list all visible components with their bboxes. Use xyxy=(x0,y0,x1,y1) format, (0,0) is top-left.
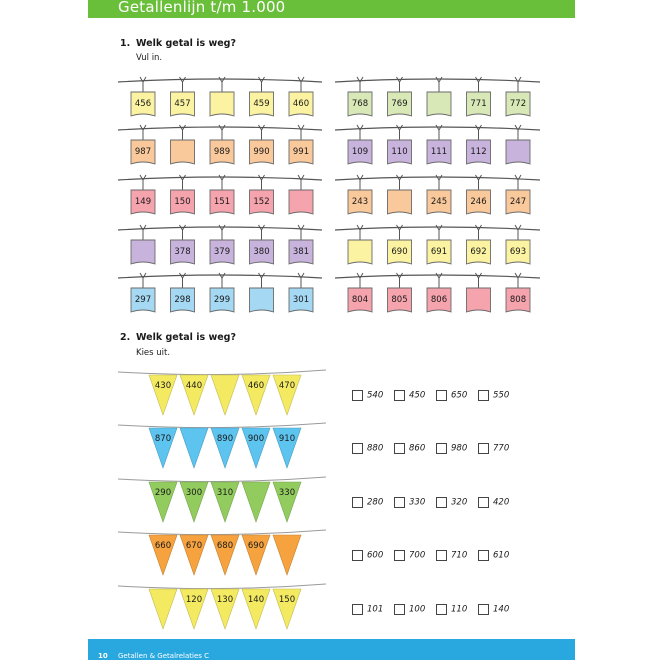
exercise1-question: Welk getal is weg? xyxy=(136,38,236,49)
choice-label: 610 xyxy=(493,550,510,561)
choice-option[interactable] xyxy=(394,599,426,615)
card-number: 152 xyxy=(253,197,270,207)
choice-option[interactable] xyxy=(436,599,468,615)
bunting-flag xyxy=(273,589,301,629)
bunting-flag xyxy=(149,482,177,522)
choice-checkbox[interactable] xyxy=(478,497,489,508)
choice-checkbox[interactable] xyxy=(352,497,363,508)
choice-checkbox[interactable] xyxy=(352,550,363,561)
blank-flag xyxy=(242,482,270,522)
card-number: 149 xyxy=(134,197,152,207)
choice-label: 860 xyxy=(409,443,426,454)
card-number: 805 xyxy=(391,295,408,305)
flag-number: 430 xyxy=(154,381,172,391)
card-number: 459 xyxy=(253,99,270,109)
card-number: 151 xyxy=(213,197,231,207)
choice-checkbox[interactable] xyxy=(394,390,405,401)
choice-option[interactable] xyxy=(394,438,426,454)
blank-flag xyxy=(149,589,177,629)
blank-flag xyxy=(273,535,301,575)
choice-label: 650 xyxy=(451,390,468,401)
bunting-flag xyxy=(180,482,208,522)
choice-checkbox[interactable] xyxy=(394,550,405,561)
choice-option[interactable] xyxy=(352,545,384,561)
card-number: 381 xyxy=(292,247,310,257)
bunting-string xyxy=(118,477,326,482)
choice-option[interactable] xyxy=(436,438,468,454)
flag-shape xyxy=(180,428,208,468)
flag-number: 900 xyxy=(247,434,265,444)
choice-label: 140 xyxy=(493,604,510,615)
choice-checkbox[interactable] xyxy=(352,443,363,454)
choice-label: 110 xyxy=(451,604,468,615)
card-number: 380 xyxy=(253,247,270,257)
card-number: 111 xyxy=(430,147,448,157)
choice-label: 880 xyxy=(367,443,384,454)
choice-option[interactable] xyxy=(436,385,468,401)
bunting-flag xyxy=(211,482,239,522)
choice-group-1 xyxy=(352,385,542,399)
blank-flag xyxy=(180,428,208,468)
book-title: Getallen & Getalrelaties C xyxy=(118,652,210,660)
card-number: 299 xyxy=(213,295,231,305)
choice-checkbox[interactable] xyxy=(478,390,489,401)
bunting-string xyxy=(118,423,326,428)
bunting-flag xyxy=(273,375,301,415)
flag-number: 460 xyxy=(247,381,265,391)
choice-checkbox[interactable] xyxy=(394,497,405,508)
bunting-string xyxy=(118,530,326,535)
bunting-flag xyxy=(242,535,270,575)
choice-label: 770 xyxy=(493,443,510,454)
bunting-flag xyxy=(149,535,177,575)
choice-option[interactable] xyxy=(478,438,510,454)
exercise1-number: 1. xyxy=(120,38,131,49)
bunting-row-3 xyxy=(118,477,326,522)
card-number: 110 xyxy=(391,147,408,157)
card-number: 990 xyxy=(253,147,270,157)
choice-option[interactable] xyxy=(352,385,384,401)
card-number: 457 xyxy=(174,99,191,109)
exercise1-instruction: Vul in. xyxy=(136,53,163,63)
flag-number: 670 xyxy=(185,541,203,551)
exercise2-question: Welk getal is weg? xyxy=(136,332,236,343)
flag-number: 870 xyxy=(154,434,172,444)
choice-checkbox[interactable] xyxy=(436,604,447,615)
card-number: 768 xyxy=(351,99,369,109)
choice-label: 600 xyxy=(367,550,384,561)
choice-label: 550 xyxy=(493,390,510,401)
flag-number: 330 xyxy=(278,488,296,498)
choice-label: 420 xyxy=(493,497,510,508)
choice-label: 100 xyxy=(409,604,426,615)
flag-number: 660 xyxy=(154,541,172,551)
card-number: 691 xyxy=(430,247,448,257)
card-number: 772 xyxy=(509,99,527,109)
bunting-flag xyxy=(180,375,208,415)
card-number: 690 xyxy=(391,247,408,257)
choice-checkbox[interactable] xyxy=(436,497,447,508)
bunting-flag xyxy=(211,589,239,629)
choice-label: 320 xyxy=(451,497,468,508)
bunting-row-5 xyxy=(118,584,326,629)
choice-group-2 xyxy=(352,438,542,452)
bunting-flag xyxy=(273,482,301,522)
flag-shape xyxy=(211,375,239,415)
card-number: 112 xyxy=(470,147,487,157)
choice-option[interactable] xyxy=(478,545,510,561)
choice-option[interactable] xyxy=(352,599,384,615)
exercise2-number: 2. xyxy=(120,332,131,343)
card-number: 298 xyxy=(174,295,191,305)
bunting-flag xyxy=(242,589,270,629)
card-number: 771 xyxy=(470,99,487,109)
card-number: 245 xyxy=(430,197,448,207)
card-number: 297 xyxy=(134,295,152,305)
bunting-flag xyxy=(211,428,239,468)
card-number: 243 xyxy=(351,197,369,207)
card-number: 692 xyxy=(470,247,487,257)
flag-number: 470 xyxy=(278,381,296,391)
flag-number: 910 xyxy=(278,434,296,444)
choice-checkbox[interactable] xyxy=(394,604,405,615)
bunting-string xyxy=(118,584,326,589)
choice-label: 710 xyxy=(451,550,468,561)
choice-checkbox[interactable] xyxy=(478,604,489,615)
flag-shape xyxy=(149,589,177,629)
card-number: 246 xyxy=(470,197,487,207)
flag-number: 300 xyxy=(185,488,203,498)
card-number: 379 xyxy=(213,247,231,257)
flag-number: 310 xyxy=(216,488,234,498)
choice-checkbox[interactable] xyxy=(436,390,447,401)
card-number: 769 xyxy=(391,99,408,109)
card-number: 991 xyxy=(292,147,310,157)
choice-option[interactable] xyxy=(436,545,468,561)
flag-number: 680 xyxy=(216,541,234,551)
choice-label: 980 xyxy=(451,443,468,454)
choice-checkbox[interactable] xyxy=(352,604,363,615)
card-number: 109 xyxy=(351,147,369,157)
bunting-flag xyxy=(242,428,270,468)
choice-label: 101 xyxy=(367,604,384,615)
choice-checkbox[interactable] xyxy=(436,443,447,454)
flag-number: 140 xyxy=(247,595,265,605)
card-number: 808 xyxy=(509,295,527,305)
choice-label: 540 xyxy=(367,390,384,401)
choice-checkbox[interactable] xyxy=(352,390,363,401)
card-number: 693 xyxy=(509,247,527,257)
choice-checkbox[interactable] xyxy=(394,443,405,454)
flag-shape xyxy=(242,482,270,522)
choice-option[interactable] xyxy=(352,438,384,454)
bunting-flag xyxy=(149,375,177,415)
choice-group-4 xyxy=(352,545,542,559)
choice-checkbox[interactable] xyxy=(478,443,489,454)
blank-flag xyxy=(211,375,239,415)
bunting-flag xyxy=(180,589,208,629)
bunting-row-1 xyxy=(118,370,326,415)
choice-option[interactable] xyxy=(394,385,426,401)
choice-option[interactable] xyxy=(478,492,510,508)
bunting-flag xyxy=(273,428,301,468)
choice-option[interactable] xyxy=(478,385,510,401)
bunting-flag xyxy=(242,375,270,415)
bunting-flag xyxy=(149,428,177,468)
card-number: 378 xyxy=(174,247,191,257)
footer-bar xyxy=(88,639,575,660)
choice-label: 450 xyxy=(409,390,426,401)
card-number: 456 xyxy=(134,99,152,109)
card-number: 987 xyxy=(134,147,152,157)
page-title: Getallenlijn t/m 1.000 xyxy=(118,0,286,16)
flag-number: 120 xyxy=(185,595,203,605)
choice-option[interactable] xyxy=(478,599,510,615)
choice-option[interactable] xyxy=(394,545,426,561)
bunting-flag xyxy=(211,535,239,575)
flag-number: 290 xyxy=(154,488,172,498)
card-number: 989 xyxy=(213,147,231,157)
choice-group-3 xyxy=(352,492,542,506)
choice-label: 330 xyxy=(409,497,426,508)
choice-checkbox[interactable] xyxy=(436,550,447,561)
choice-option[interactable] xyxy=(436,492,468,508)
choice-label: 700 xyxy=(409,550,426,561)
card-number: 247 xyxy=(509,197,527,207)
page-number: 10 xyxy=(98,652,108,660)
flag-number: 440 xyxy=(185,381,203,391)
bunting-string xyxy=(118,370,326,375)
flag-shape xyxy=(273,535,301,575)
card-number: 460 xyxy=(292,99,310,109)
card-number: 806 xyxy=(430,295,448,305)
bunting-row-4 xyxy=(118,530,326,575)
choice-checkbox[interactable] xyxy=(478,550,489,561)
choice-label: 280 xyxy=(367,497,384,508)
choice-group-5 xyxy=(352,599,542,613)
exercise2-instruction: Kies uit. xyxy=(136,348,171,358)
flag-number: 890 xyxy=(216,434,234,444)
flag-number: 690 xyxy=(247,541,265,551)
card-number: 150 xyxy=(174,197,191,207)
card-number: 804 xyxy=(351,295,369,305)
card-number: 301 xyxy=(292,295,310,305)
flag-number: 130 xyxy=(216,595,234,605)
choice-option[interactable] xyxy=(352,492,384,508)
flag-number: 150 xyxy=(278,595,296,605)
bunting-flag xyxy=(180,535,208,575)
choice-option[interactable] xyxy=(394,492,426,508)
bunting-row-2 xyxy=(118,423,326,468)
